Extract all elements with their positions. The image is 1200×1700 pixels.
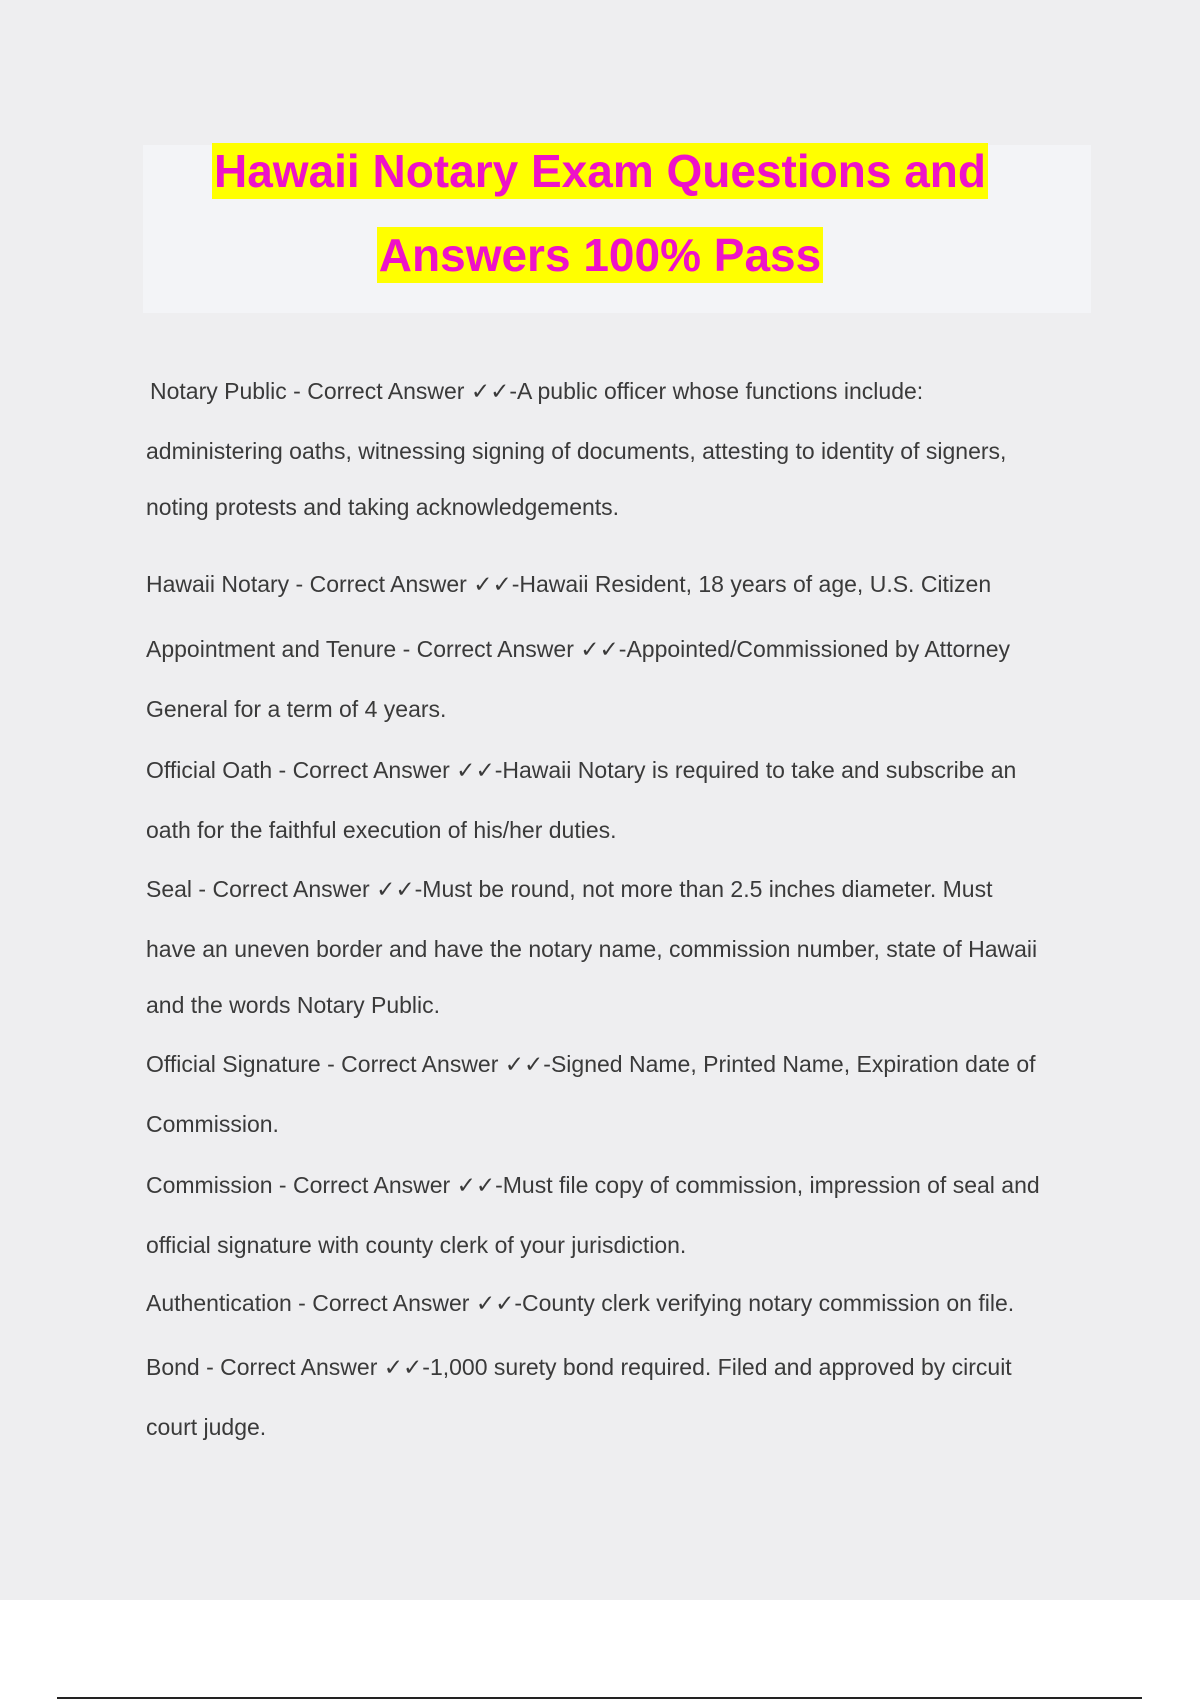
qa-text-line: noting protests and taking acknowledgements. [146, 494, 620, 520]
qa-text-line: Hawaii Notary - Correct Answer ✓✓-Hawaii Resident, 18 years of age, U.S. Citizen [146, 571, 992, 597]
footer-rule [57, 1697, 1142, 1699]
qa-text-line: Official Oath - Correct Answer ✓✓-Hawaii Notary is required to take and subscribe an [146, 757, 1017, 783]
qa-text-line: have an uneven border and have the notary name, commission number, state of Hawaii [146, 936, 1038, 962]
qa-text-line: Seal - Correct Answer ✓✓-Must be round, not more than 2.5 inches diameter. Must [146, 876, 993, 902]
qa-text-line: official signature with county clerk of your jurisdiction. [146, 1232, 687, 1258]
document-title-line-1: Hawaii Notary Exam Questions and [213, 145, 986, 197]
qa-text-line: and the words Notary Public. [146, 992, 441, 1018]
qa-text-line: court judge. [146, 1414, 267, 1440]
qa-text-line: Commission - Correct Answer ✓✓-Must file copy of commission, impression of seal and [146, 1172, 1040, 1198]
qa-text-line: Authentication - Correct Answer ✓✓-County clerk verifying notary commission on file. [146, 1290, 1015, 1316]
qa-text-line: Notary Public - Correct Answer ✓✓-A public officer whose functions include: [150, 378, 924, 404]
qa-text-line: administering oaths, witnessing signing of documents, attesting to identity of signers, [146, 438, 1007, 464]
qa-text-line: Bond - Correct Answer ✓✓-1,000 surety bond required. Filed and approved by circuit [146, 1354, 1012, 1380]
qa-text-line: Commission. [146, 1111, 279, 1137]
qa-text-line: Appointment and Tenure - Correct Answer ✓✓-Appointed/Commissioned by Attorney [146, 636, 1010, 662]
document-title-line-2: Answers 100% Pass [378, 229, 822, 281]
qa-text-line: oath for the faithful execution of his/her duties. [146, 817, 617, 843]
qa-text-line: Official Signature - Correct Answer ✓✓-Signed Name, Printed Name, Expiration date of [146, 1051, 1036, 1077]
qa-text-line: General for a term of 4 years. [146, 696, 447, 722]
